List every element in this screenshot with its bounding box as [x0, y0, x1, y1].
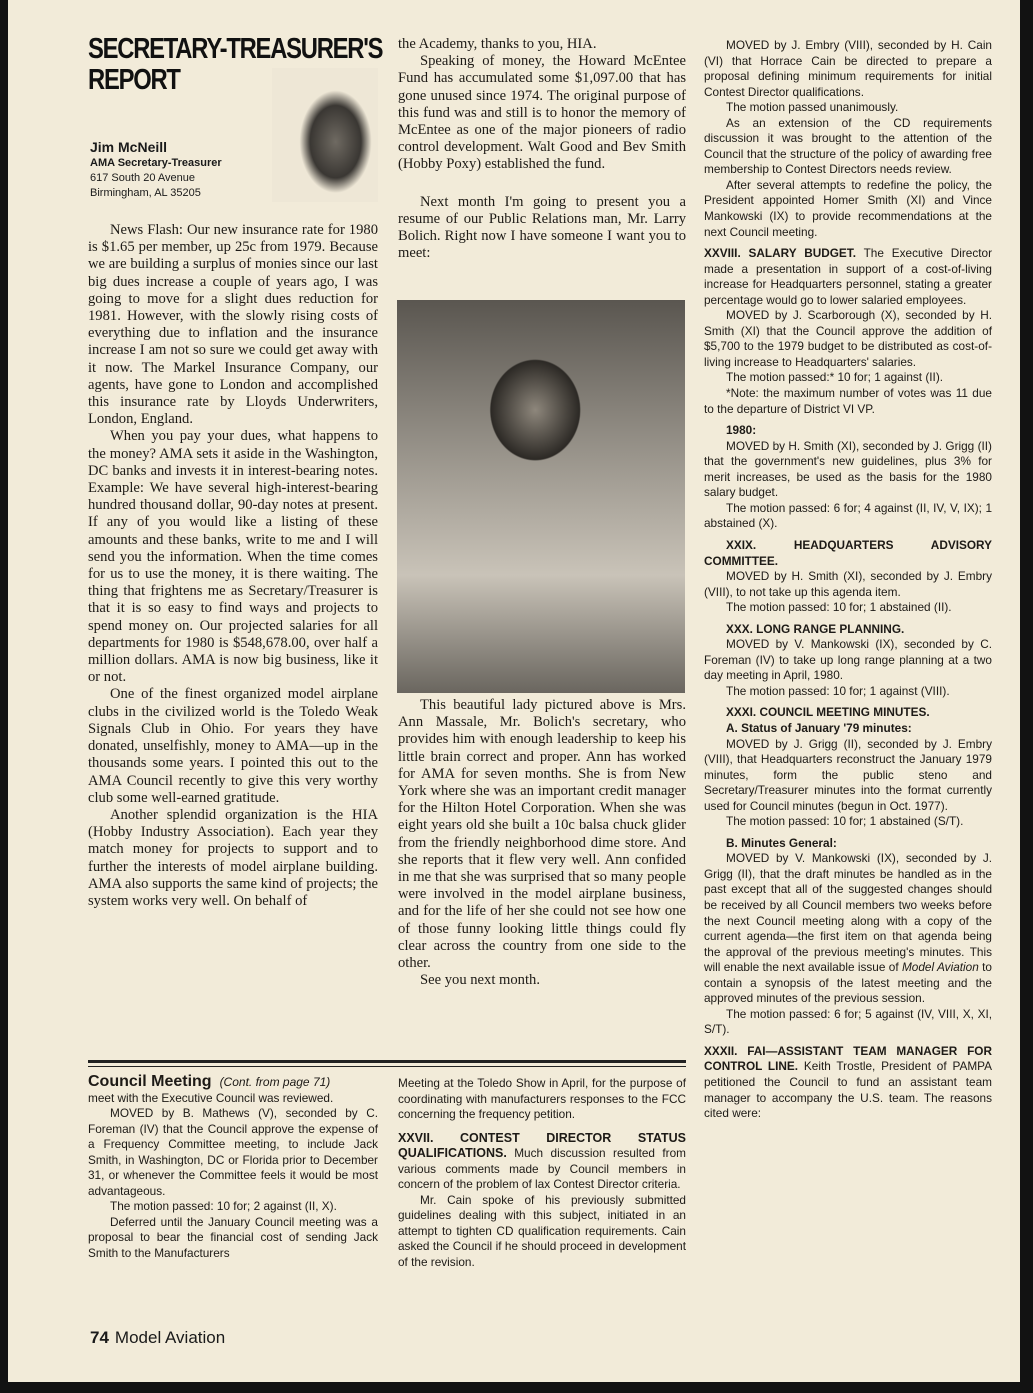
- address-line-1: 617 South 20 Avenue: [90, 172, 196, 184]
- paragraph: Deferred until the January Council meeting was a proposal to bear the financial cost of sending Jack Smith to the Manufacturers: [88, 1214, 378, 1261]
- paragraph: MOVED by B. Mathews (V), seconded by C. Foreman (IV) that the Council approve the expense of a Frequency Committee meeting, to include Jack Smith, in Washington, DC or Florida prior to December 31, or whenever the Committee feels it would be most advantageous.: [88, 1106, 378, 1198]
- author-role: AMA Secretary-Treasurer: [90, 157, 222, 169]
- subheading: A. Status of January '79 minutes:: [726, 720, 912, 735]
- section-divider-thin: [88, 1066, 686, 1067]
- paragraph: XXVII. CONTEST DIRECTOR STATUS QUALIFICATIONS. Much discussion resulted from various comments made by Council members in concern of the problem of lax Contest Director criteria.: [398, 1130, 687, 1192]
- paragraph: MOVED by J. Scarborough (X), seconded by H. Smith (XI) that the Council approve the addition of $5,700 to the 1979 budget to be distributed as cost-of-living increase to Headquarters' salaries.: [704, 308, 992, 369]
- paragraph: The motion passed: 10 for; 1 abstained (S/T).: [726, 814, 964, 829]
- address-line-2: Birmingham, AL 35205: [90, 187, 201, 199]
- paragraph: Another splendid organization is the HIA (Hobby Industry Association). Each year they match money for projects to support and to further the interests of model airplane building. AMA also supports the same kind of projects; the system works very well. On behalf of: [88, 806, 378, 909]
- paragraph: MOVED by V. Mankowski (IX), seconded by J. Grigg (II), that the draft minutes be handled as in the past except that all of the suggested changes should be received by all Council members two weeks before the next Council meeting along with a copy of the current agenda—the first item on that agenda being the approval of the previous meeting's minutes. This will enable the next available issue of Model Aviation to contain a synopsis of the latest meeting and the approved minutes of the previous session.: [704, 851, 992, 1006]
- magazine-name: Model Aviation: [114, 1328, 226, 1347]
- paragraph: the Academy, thanks to you, HIA.: [398, 36, 597, 52]
- paragraph: MOVED by H. Smith (XI), seconded by J. Grigg (II) that the government's new guidelines, plus 3% for merit increases, be used as the basis for the 1980 salary budget.: [704, 438, 992, 500]
- paragraph: News Flash: Our new insurance rate for 1980 is $1.65 per member, up 25c from 1979. Because we are building a surplus of monies since our last big dues increase a couple of years ago, I was going to move for a slight dues reduction for 1981. However, with the slowly rising costs of everything due to inflation and the insurance increase I am not so sure we could get away with it now. The Markel Insurance Company, our agents, have gone to London and accomplished this insurance rate by Lloyds Underwriters, London, England.: [88, 222, 378, 428]
- paragraph: This beautiful lady pictured above is Mrs. Ann Massale, Mr. Bolich's secretary, who provides him with enough leadership to keep his little brain correct and proper. Ann has worked for AMA for seven months. She is from New York where she was an important credit manager for the Hilton Hotel Corporation. When she was eight years old she built a 10c balsa chuck glider from the friendly neighborhood dime store. And she reports that it flew very well. Ann confided in me that she was surprised that so many people were involved in the model airplane business, and for the life of her she could not see how one of those funny looking little things could fly clear across the country from one side to the other.: [398, 697, 686, 972]
- section-heading: XXXI. COUNCIL MEETING MINUTES.: [726, 705, 930, 720]
- paragraph: The motion passed unanimously.: [726, 100, 899, 115]
- section-heading: XXIX. HEADQUARTERS ADVISORY COMMITTEE.: [704, 537, 992, 568]
- paragraph: When you pay your dues, what happens to the money? AMA sets it aside in the Washington, DC banks and invests it in interest-bearing notes. Example: We have several high-interest-bearing hundred thousand dollar, 90-day notes at present. If any of you would like a listing of these amounts and these banks, write to me and I will send you the information. When the time comes for us to use the money, it is there waiting. The thing that frightens me as Secretary/Treasurer is that it is so easy to find ways and projects to spend money on. Our projected salaries for all departments for 1980 is $548,678.00, over half a million dollars. AMA is now big business, like it or not.: [88, 428, 378, 686]
- section-heading: XXVII. CONTEST DIRECTOR STATUS QUALIFICATIONS.: [398, 1130, 686, 1161]
- paragraph: Mr. Cain spoke of his previously submitted guidelines dealing with this subject, initiated in an attempt to tighten CD qualification requirements. Cain asked the Council if he should proceed in development of the revision.: [398, 1192, 686, 1270]
- paragraph: XXXII. FAI—ASSISTANT TEAM MANAGER FOR CONTROL LINE. Keith Trostle, President of PAMPA petitioned the Council to fund an assistant team manager to accompany the U.S. team. The reasons cited were:: [704, 1043, 993, 1121]
- paragraph: The motion passed: 6 for; 4 against (II, IV, V, IX); 1 abstained (X).: [704, 500, 992, 531]
- page-number: 74: [90, 1328, 109, 1347]
- column-3: [704, 38, 992, 1122]
- section-heading: XXVIII. SALARY BUDGET.: [704, 246, 856, 261]
- paragraph: See you next month.: [420, 972, 540, 989]
- paragraph: *Note: the maximum number of votes was 11 due to the departure of District VI VP.: [704, 386, 992, 416]
- author-name: Jim McNeill: [90, 139, 168, 155]
- column-2-top: [398, 36, 686, 262]
- paragraph: The motion passed: 10 for; 2 against (II, X).: [110, 1199, 337, 1214]
- paragraph: MOVED by J. Grigg (II), seconded by J. Embry (VIII), that Headquarters reconstruct the January 1979 minutes, form the public steno and Secretary/Treasurer minutes into the format currently used for Council minutes (begun in Oct. 1977).: [704, 736, 992, 813]
- page-title: SECRETARY-TREASURER'S REPORT: [88, 33, 383, 96]
- column-2-bottom: [398, 697, 686, 989]
- section-heading: 1980:: [726, 423, 757, 438]
- paragraph: One of the finest organized model airplane clubs in the civilized world is the Toledo Weak Signals Club in Ohio. For years they have donated, unselfishly, money to AMA—up in the thousands some years. I pointed this out to the AMA Council recently to give this very worthy club some well-earned gratitude.: [88, 686, 378, 806]
- ann-massale-photo: [397, 300, 685, 693]
- council-meeting-middle: [398, 1076, 686, 1271]
- paragraph: The motion passed: 10 for; 1 against (VIII).: [726, 683, 950, 698]
- council-meeting-left: [88, 1074, 378, 1262]
- council-meeting-heading: Council Meeting (Cont. from page 71): [88, 1073, 331, 1090]
- paragraph: Next month I'm going to present you a resume of our Public Relations man, Mr. Larry Bolich. Right now I have someone I want you to meet:: [398, 193, 686, 262]
- author-byline: [90, 138, 222, 201]
- paragraph: XXVIII. SALARY BUDGET. The Executive Director made a presentation in support of a cost-of-living increase for Headquarters personnel, stating a greater percentage would go to lower salaried employees.: [704, 246, 992, 307]
- paragraph: As an extension of the CD requirements discussion it was brought to the attention of the Council that the structure of the policy of awarding free membership to Contest Directors needs review.: [704, 115, 992, 177]
- paragraph: MOVED by J. Embry (VIII), seconded by H. Cain (VI) that Horrace Cain be directed to prepare a proposal defining minimum requirements for initial Contest Director qualifications.: [704, 38, 992, 99]
- paragraph: meet with the Executive Council was reviewed.: [88, 1090, 334, 1105]
- continued-note: (Cont. from page 71): [219, 1075, 331, 1089]
- section-heading: XXXII. FAI—ASSISTANT TEAM MANAGER FOR CONTROL LINE.: [704, 1043, 992, 1074]
- section-divider: [88, 1060, 686, 1063]
- magazine-title-italic: Model Aviation: [901, 960, 979, 975]
- column-1: [88, 222, 378, 910]
- paragraph: MOVED by V. Mankowski (IX), seconded by C. Foreman (IV) to take up long range planning at a two day meeting in April, 1980.: [704, 637, 992, 683]
- paragraph: Speaking of money, the Howard McEntee Fund has accumulated some $1,097.00 that has gone unused since 1974. The original purpose of this fund was and still is to honor the memory of McEntee as one of the major pioneers of radio control development. Walt Good and Bev Smith (Hobby Poxy) established the fund.: [398, 53, 686, 173]
- paragraph: MOVED by H. Smith (XI), seconded by J. Embry (VIII), to not take up this agenda item.: [704, 569, 992, 599]
- paragraph: After several attempts to redefine the policy, the President appointed Homer Smith (XI) and Vince Mankowski (IX) to provide recommendations at the next Council meeting.: [704, 177, 992, 239]
- section-heading: XXX. LONG RANGE PLANNING.: [726, 621, 905, 636]
- paragraph: The motion passed:* 10 for; 1 against (II).: [726, 370, 944, 385]
- paragraph: Meeting at the Toledo Show in April, for the purpose of coordinating with manufacturers responses to the FCC concerning the frequency petition.: [398, 1076, 686, 1122]
- paragraph: The motion passed: 6 for; 5 against (IV, VIII, X, XI, S/T).: [704, 1006, 992, 1037]
- page-footer: [90, 1328, 225, 1348]
- author-photo: [272, 68, 378, 202]
- subheading: B. Minutes General:: [726, 835, 837, 850]
- paragraph: The motion passed: 10 for; 1 abstained (II).: [726, 600, 952, 615]
